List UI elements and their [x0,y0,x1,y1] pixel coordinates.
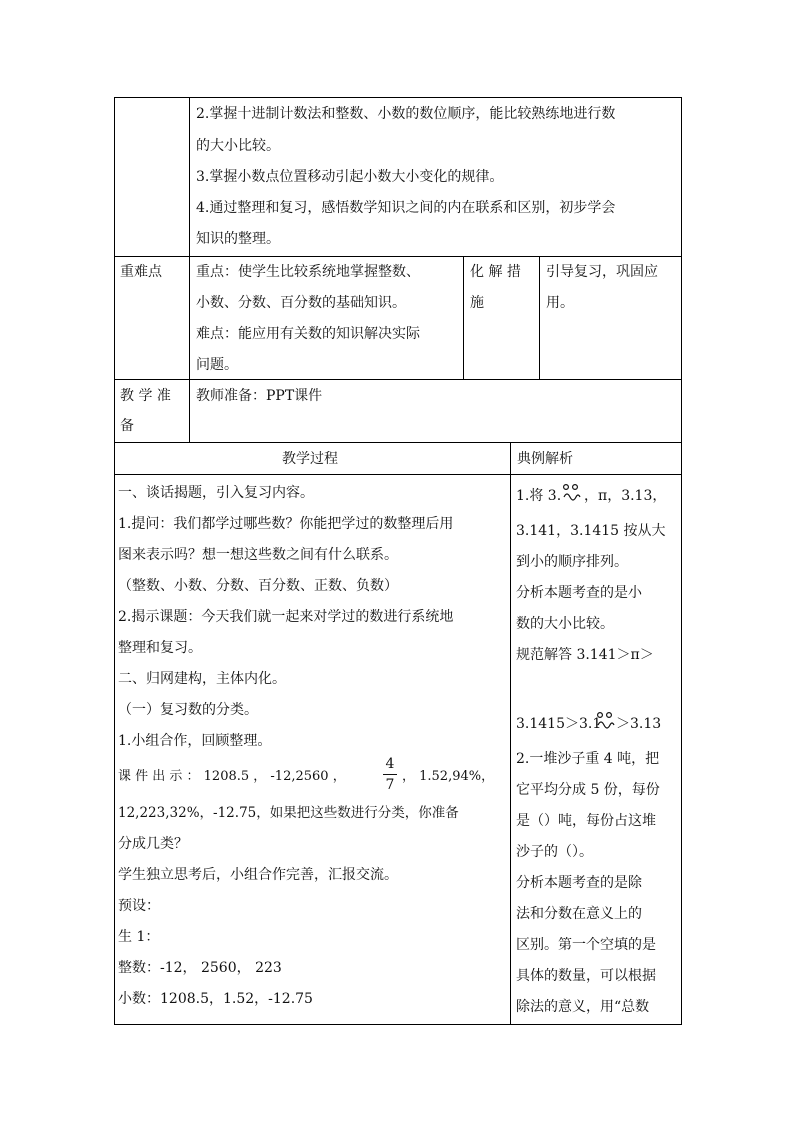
process-line: 分成几类？ [118,836,188,852]
measure-label: 化 解 措 [470,264,521,280]
courseware-display-line: 课 件 出 示 ： 1208.5 ， -12,2560 ， [118,769,346,784]
fraction-bar [383,774,397,775]
prep-content: 教师准备：PPT课件 [196,388,323,404]
process-line: 预设： [118,898,160,914]
process-line: （一）复习数的分类。 [118,702,258,718]
process-header: 教学过程 [282,451,338,467]
example-line: 分析本题考查的是除 [516,875,642,891]
goal-line: 的大小比较。 [196,138,280,154]
goal-line: 4.通过整理和复习，感悟数学知识之间的内在联系和区别，初步学会 [196,200,616,216]
goal-line: 3.掌握小数点位置移动引起小数大小变化的规律。 [196,169,504,185]
key-point-line: 小数、分数、百分数的基础知识。 [196,295,406,311]
measure-label: 施 [470,295,484,311]
table-line-after-headers [114,474,682,475]
goal-line: 2.掌握十进制计数法和整数、小数的数位顺序，能比较熟练地进行数 [196,106,616,122]
table-line-after-goals [114,256,682,257]
example-line: 法和分数在意义上的 [516,906,642,922]
hard-point-line: 问题。 [196,357,238,373]
example-line: 到小的顺序排列。 [516,554,628,570]
examples-header: 典例解析 [517,451,573,467]
table-border-top [114,97,682,98]
goal-line: 知识的整理。 [196,231,280,247]
fraction-numerator: 4 [385,756,395,772]
process-line: 1.提问：我们都学过哪些数？你能把学过的数整理后用 [118,516,454,532]
courseware-display-line: ， 1.52,94%， [402,769,495,784]
table-col-divider-measure-b [539,256,540,380]
process-line: 学生独立思考后，小组合作完善，汇报交流。 [118,867,398,883]
process-line: 2.揭示课题：今天我们就一起来对学过的数进行系统地 [118,609,454,625]
fraction-denominator: 7 [385,777,395,793]
example-line: 规范解答 3.141＞π＞ [516,647,654,663]
process-line: 图来表示吗？想一想这些数之间有什么联系。 [118,547,398,563]
process-line: 二、归网建构，主体内化。 [118,671,286,687]
example-line: 区别。第一个空填的是 [516,937,656,953]
example-line: 3.141，3.1415 按从大 [516,523,666,539]
prep-label: 备 [120,418,134,434]
process-line: 整理和复习。 [118,640,202,656]
process-line: 整数：-12， 2560， 223 [118,960,282,976]
example-line: 数的大小比较。 [516,616,614,632]
example-line: ，π，3.13， [584,488,667,504]
measure-text: 引导复习，巩固应 [546,264,658,280]
hard-point-line: 难点：能应用有关数的知识解决实际 [196,326,420,342]
difficulty-label: 重难点 [120,264,162,280]
measure-text: 用。 [546,295,574,311]
prep-label: 教 学 准 [120,388,171,404]
example-line: 1.将 3. [516,488,562,504]
fraction [383,756,397,793]
repeating-decimal-glyph [562,483,582,504]
process-line: （整数、小数、分数、百分数、正数、负数） [118,578,398,594]
table-border-left [114,97,115,1025]
table-line-after-prep [114,442,682,443]
table-col-divider-measure-a [463,256,464,380]
table-border-right [681,97,682,1025]
table-col-divider-label [189,97,190,443]
table-line-after-difficulty [114,379,682,380]
process-line: 一、谈话揭题，引入复习内容。 [118,485,314,501]
example-line: 2.一堆沙子重 4 吨，把 [516,751,660,767]
process-line: 1.小组合作，回顾整理。 [118,733,272,749]
repeating-decimal-glyph [596,711,616,732]
example-line: 3.1415＞3.1 [516,716,602,732]
example-line: ＞3.13 [616,716,662,732]
example-line: 分析本题考查的是小 [516,585,642,601]
example-line: 它平均分成 5 份，每份 [516,782,660,798]
process-line: 小数：1208.5，1.52，-12.75 [118,991,313,1007]
key-point-line: 重点：使学生比较系统地掌握整数、 [196,264,420,280]
example-line: 具体的数量，可以根据 [516,968,656,984]
process-line: 生 1： [118,929,160,945]
table-col-divider-process [510,442,511,1025]
table-border-bottom [114,1024,682,1025]
example-line: 沙子的（）。 [516,844,593,860]
example-line: 是（）吨，每份占这堆 [516,813,656,829]
example-line: 除法的意义，用“总数 [516,999,650,1015]
process-line: 12,223,32%，-12.75，如果把这些数进行分类，你准备 [118,805,459,821]
